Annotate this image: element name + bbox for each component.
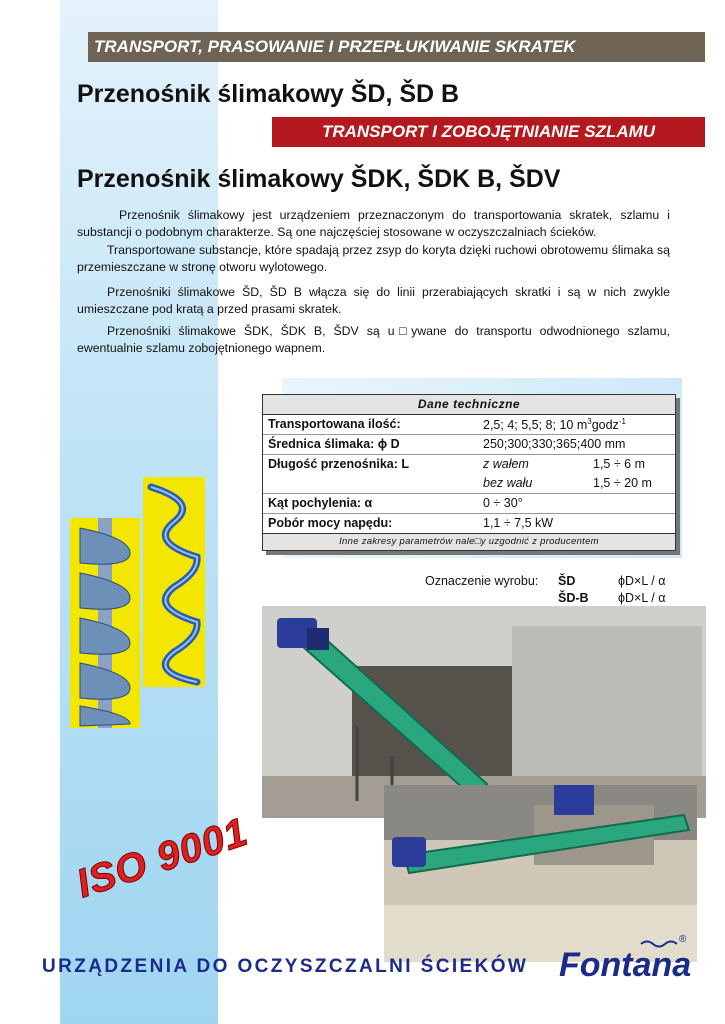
row-label: Średnica ślimaka: ϕ D xyxy=(268,437,400,451)
iso-9001-stamp: ISO 9001 xyxy=(71,809,254,907)
table-row xyxy=(263,474,675,494)
mid-banner: TRANSPORT I ZOBOJĘTNIANIE SZLAMU xyxy=(272,117,705,147)
screw-conveyor-spiral-image xyxy=(70,518,140,728)
row-value: 1,5 ÷ 6 m xyxy=(593,457,646,471)
table-row xyxy=(263,494,675,514)
designation-label: Oznaczenie wyrobu: xyxy=(425,574,539,588)
row-sublabel: bez wału xyxy=(483,476,533,490)
table-row xyxy=(263,415,675,435)
row-label: Pobór mocy napędu: xyxy=(268,516,393,530)
row-value: 1,5 ÷ 20 m xyxy=(593,476,652,490)
logo-wordmark: Fontana xyxy=(559,946,692,982)
product-title-sd: Przenośnik ślimakowy ŠD, ŠD B xyxy=(77,80,460,108)
table-row xyxy=(263,514,675,533)
row-label: Transportowana ilość: xyxy=(268,417,401,431)
designation-item: ŠD-B ϕD×L / α xyxy=(558,591,666,605)
row-sublabel: z wałem xyxy=(483,457,529,471)
table-header: Dane techniczne xyxy=(263,395,675,415)
table-row xyxy=(263,455,675,474)
row-value: 0 ÷ 30° xyxy=(483,496,523,510)
row-value: 2,5; 4; 5,5; 8; 10 $m^3godz^{-1}$ xyxy=(483,417,626,433)
top-banner: TRANSPORT, PRASOWANIE I PRZEPŁUKIWANIE SKRATEK xyxy=(88,32,705,62)
footer-tagline: URZĄDZENIA DO OCZYSZCZALNI ŚCIEKÓW xyxy=(42,956,529,977)
description-paragraph: Przenośniki ślimakowe ŠDK, ŠDK B, ŠDV są u□ywane do transportu odwodnionego szlamu, ewentualnie szlamu zobojętnionego wapnem. xyxy=(77,324,670,355)
row-label: Długość przenośnika: L xyxy=(268,457,409,471)
row-value: 250;300;330;365;400 mm xyxy=(483,437,626,451)
description-paragraph: Transportowane substancje, które spadają przez zsyp do koryta dzięki ruchowi obrotowemu ślimaka są przemieszczane w stronę otworu wylotowego. xyxy=(77,243,670,274)
product-title-sdk: Przenośnik ślimakowy ŠDK, ŠDK B, ŠDV xyxy=(77,165,561,193)
table-footnote: Inne zakresy parametrów nale□y uzgodnić z producentem xyxy=(263,533,675,550)
row-label: Kąt pochylenia: α xyxy=(268,496,373,510)
table-row xyxy=(263,435,675,455)
shaftless-spiral-image xyxy=(143,477,205,687)
registered-mark: ® xyxy=(679,934,687,945)
description-paragraph: Przenośnik ślimakowy jest urządzeniem przeznaczonym do transportowania skratek, szlamu i substancji o podobnym charakterze. Są one najczęściej stosowane w oczyszczalniach ścieków. xyxy=(77,208,670,239)
description-paragraph: Przenośniki ślimakowe ŠD, ŠD B włącza się do linii przerabiających skratki i są w nich zwykle umieszczane pod kratą a przed prasami skratek. xyxy=(77,285,670,316)
row-value: 1,1 ÷ 7,5 kW xyxy=(483,516,554,530)
designation-item: ŠD ϕD×L / α xyxy=(558,574,666,588)
technical-data-table xyxy=(262,394,676,551)
fontana-logo xyxy=(555,930,695,982)
